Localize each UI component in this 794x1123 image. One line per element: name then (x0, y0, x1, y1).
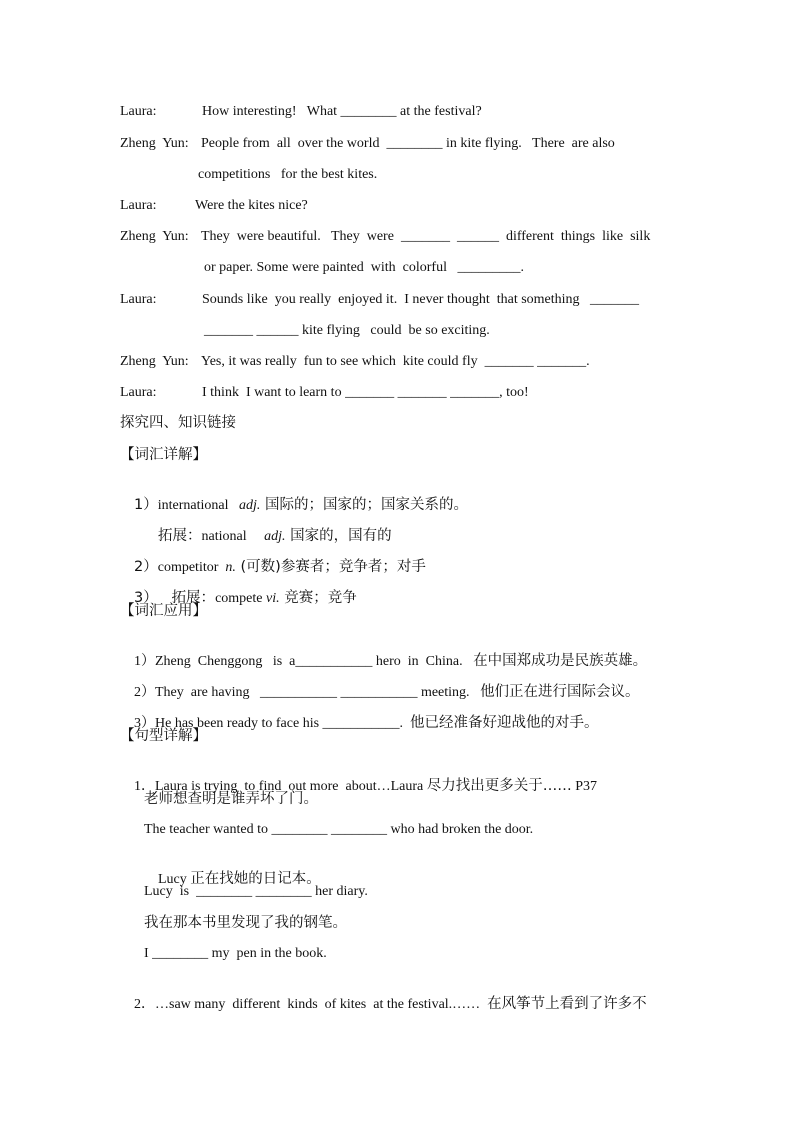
dialogue-line-cont: competitions for the best kites. (198, 167, 378, 182)
example-chinese: 我在那本书里发现了我的钢笔。 (144, 915, 347, 931)
exercise-chinese: 他已经准备好迎战他的对手。 (410, 715, 599, 731)
item-number: 3） (134, 590, 172, 606)
speaker: Zheng Yun: (120, 354, 189, 369)
dialogue-line: They were beautiful. They were _______ ______ different things like silk (201, 229, 651, 244)
section-heading: 探究四、知识链接 (120, 415, 236, 431)
dialogue-line-cont: _______ ______ kite flying could be so exciting. (204, 323, 490, 338)
dialogue-line: Yes, it was really fun to see which kite could fly _______ _______. (201, 354, 590, 369)
example-chinese: 老师想查明是谁弄坏了门。 (144, 791, 318, 807)
speaker: Laura: (120, 385, 157, 400)
vocab-meaning: 国际的；国家的；国家关系的。 (260, 497, 468, 513)
vocab-meaning: 竞赛；竞争 (279, 590, 357, 606)
exercise-chinese: 在中国郑成功是民族英雄。 (473, 653, 648, 669)
vocab-meaning: 国家的，国有的 (285, 528, 392, 544)
exercise-english: 1）Zheng Chenggong is a___________ hero in China. (134, 654, 474, 669)
pattern-chinese: 尽力找出更多关于…… (426, 778, 572, 794)
part-of-speech: vi. (265, 591, 280, 606)
example-chinese-name: Lucy (158, 872, 191, 887)
sentence-pattern-2 (120, 977, 647, 1032)
part-of-speech: adj. (239, 498, 261, 513)
vocab-word: competitor (157, 560, 226, 575)
example-chinese-text: 正在找她的日记本。 (190, 871, 321, 887)
exercise-english: 2）They are having ___________ ___________ meeting. (134, 685, 481, 700)
vocab-word: compete (215, 591, 266, 606)
extension-label: 拓展： (158, 528, 202, 544)
extension-label: 拓展： (171, 590, 216, 606)
speaker: Zheng Yun: (120, 229, 189, 244)
speaker: Laura: (120, 104, 157, 119)
example-english: The teacher wanted to ________ ________ who had broken the door. (144, 822, 534, 837)
vocab-meaning: (可数)参赛者；竞争者；对手 (235, 559, 426, 575)
dialogue-line: People from all over the world ________ in kite flying. There are also (201, 136, 615, 151)
dialogue-line: Sounds like you really enjoyed it. I never thought that something _______ (202, 292, 640, 307)
exercise-english: 3）He has been ready to face his ___________. (134, 716, 411, 731)
dialogue-line: How interesting! What ________ at the festival? (202, 104, 482, 119)
part-of-speech: n. (225, 560, 236, 575)
exercise-chinese: 他们正在进行国际会议。 (480, 684, 640, 700)
dialogue-line: Were the kites nice? (195, 198, 308, 213)
pattern-chinese: 在风筝节上看到了许多不 (487, 996, 647, 1012)
example-english: Lucy is ________ ________ her diary. (144, 884, 368, 899)
vocab-word: international (157, 498, 239, 513)
item-number: 1） (134, 497, 158, 513)
vocab-word: national (201, 529, 265, 544)
pattern-english: 2．…saw many different kinds of kites at the festival.…… (134, 997, 488, 1012)
speaker: Laura: (120, 292, 157, 307)
dialogue-line: I think I want to learn to _______ _______ _______, too! (202, 385, 529, 400)
part-of-speech: adj. (264, 529, 286, 544)
pattern-english: 1．Laura is trying to find out more about…Laura (134, 779, 427, 794)
sentence-header: 【句型详解】 (120, 728, 207, 744)
example-english: I ________ my pen in the book. (144, 946, 327, 961)
speaker: Zheng Yun: (120, 136, 189, 151)
item-number: 2） (134, 559, 158, 575)
apply-header: 【词汇应用】 (120, 603, 207, 619)
vocab-header: 【词汇详解】 (120, 447, 207, 463)
dialogue-line-cont: or paper. Some were painted with colorful _________. (204, 260, 524, 275)
page-ref: P37 (571, 779, 598, 794)
speaker: Laura: (120, 198, 157, 213)
